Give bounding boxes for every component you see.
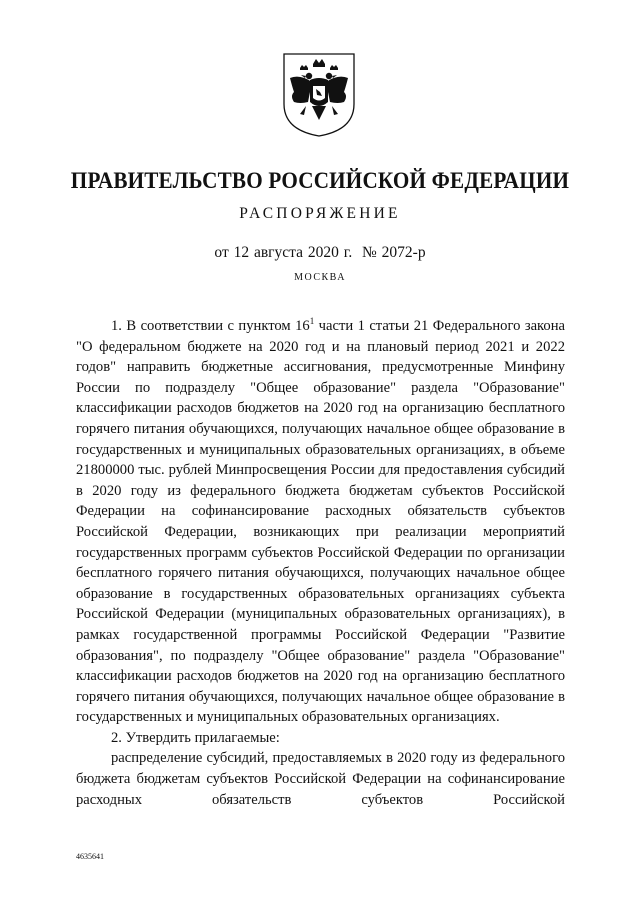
paragraph-1-superscript: 1 [309, 316, 315, 326]
document-city: МОСКВА [294, 272, 346, 283]
document-type: РАСПОРЯЖЕНИЕ [239, 205, 401, 222]
government-title: ПРАВИТЕЛЬСТВО РОССИЙСКОЙ ФЕДЕРАЦИИ [70, 168, 570, 193]
paragraph-3: распределение субсидий, предоставляемых в 2020 году из федерального бюджета бюджетам субъектов Российской Федерации на софинансирование расходных обязательств субъектов Российской [76, 750, 565, 808]
document-date-number: от 12 августа 2020 г. № 2072-р [214, 244, 426, 261]
paragraph-1 [76, 316, 565, 728]
coat-of-arms-emblem [282, 52, 356, 138]
paragraph-2: 2. Утвердить прилагаемые: [111, 729, 280, 746]
russian-coat-of-arms-icon [282, 52, 356, 138]
footer-document-code: 4635641 [76, 852, 104, 861]
document-body [76, 316, 565, 810]
paragraph-1-start: 1. В соответствии с пунктом 16 [111, 318, 310, 334]
paragraph-1-rest: части 1 статьи 21 Федерального закона "О федеральном бюджете на 2020 год и на плановый период 2021 и 2022 годов" направить бюджетные ассигнования, предусмотренные Минфину России по подразделу "Общее образование" раздела "Образование" классификации расходов бюджетов на 2020 год на организацию бесплатного горячего питания обучающихся, получающих начальное общее образование в государственных и муниципальных образовательных организациях, в объеме 21800000 тыс. рублей Минпросвещения России для предоставления субсидий в 2020 году из федерального бюджета бюджетам субъектов Российской Федерации на софинансирование расходных обязательств субъектов Российской Федерации, возникающих при реализации мероприятий государственных программ субъектов Российской Федерации по организации бесплатного горячего питания обучающихся, получающих начальное общее образование в государственных образовательных организациях субъекта Российской Федерации (муниципальных образовательных организациях), в рамках государственной программы Российской Федерации "Развитие образования", по подразделу "Общее образование" раздела "Образование" классификации расходов бюджетов на 2020 год на организацию бесплатного горячего питания обучающихся, получающих начальное общее образование в государственных и муниципальных образовательных организациях. [76, 318, 565, 726]
